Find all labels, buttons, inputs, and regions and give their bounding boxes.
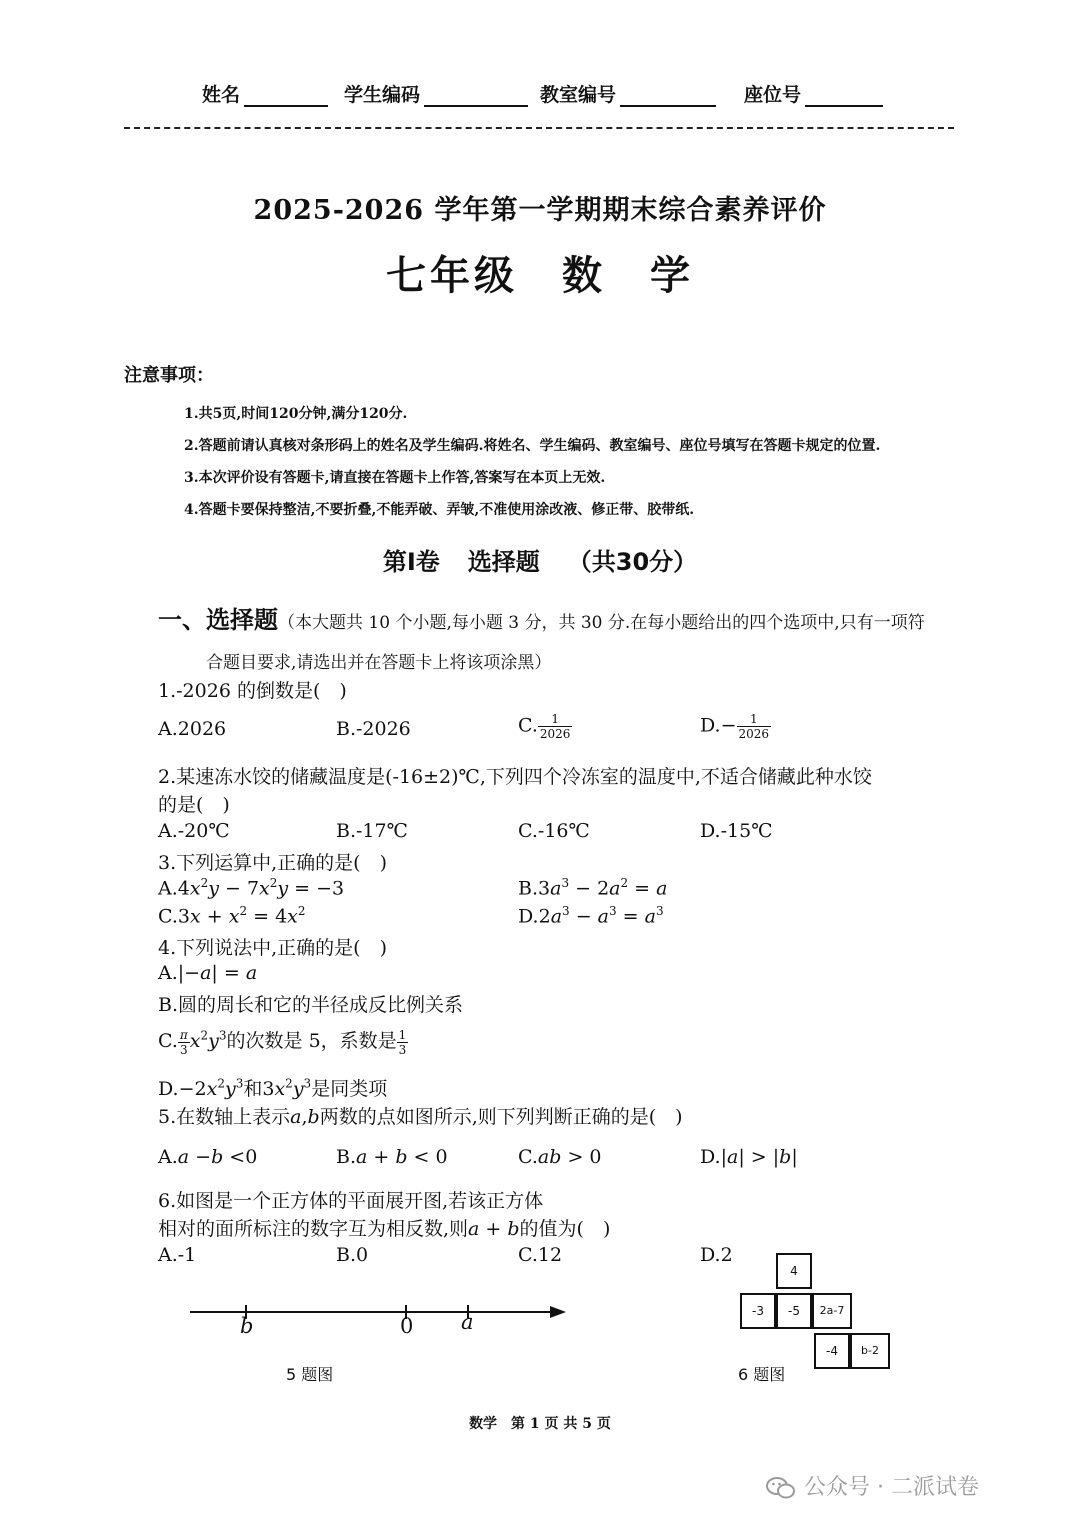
net-cell: b-2	[850, 1333, 890, 1369]
part-label: 一、选择题	[158, 606, 278, 634]
section-type: 选择题	[467, 548, 540, 576]
question-6-line2: 相对的面所标注的数字互为相反数,则a + b的值为( )	[158, 1218, 611, 1240]
q1-option-a: A.2026	[158, 718, 227, 740]
q5-b-prefix: B.	[336, 1146, 357, 1168]
frac-den: 2026	[738, 727, 770, 741]
q6-option-c: C.12	[518, 1244, 563, 1266]
q5-option-c: C.ab > 0	[518, 1146, 602, 1168]
q3-option-c: $C.3x + x^2 = 4x^2$	[158, 904, 306, 928]
notice-heading: 注意事项：	[124, 365, 214, 386]
watermark-text: 公众号 · 二派试卷	[804, 1475, 979, 1500]
name-field	[202, 80, 328, 107]
pi-over-3: $\frac{\pi}{3}$	[179, 1027, 188, 1057]
q4-a-prefix: A.	[158, 962, 178, 984]
q5-stem-post: 两数的点如图所示,则下列判断正确的是( )	[319, 1106, 683, 1128]
net-cell: 2a-7	[812, 1293, 852, 1329]
question-2-line1: 2.某速冻水饺的储藏温度是(-16±2)℃,下列四个冷冻室的温度中,不适合储藏此种水饺	[158, 766, 872, 788]
q3-option-a: $A.4x^2y - 7x^2y = -3$	[158, 876, 345, 900]
q6-option-b: B.0	[336, 1244, 369, 1266]
room-field	[540, 80, 716, 107]
q1-option-d	[700, 712, 771, 741]
q3-a-prefix: A.	[158, 877, 178, 900]
q1-c-prefix: C.	[518, 714, 538, 737]
q2-option-d: D.-15℃	[700, 820, 773, 842]
q5-stem-pre: 5.在数轴上表示	[158, 1106, 291, 1128]
section-score: （共30分）	[567, 548, 698, 576]
q3-option-b: $B.3a^3 - 2a^2 = a$	[518, 876, 668, 900]
student-id-label: 学生编码	[344, 84, 421, 106]
q5-d-prefix: D.	[700, 1146, 721, 1168]
arrow-right-icon	[550, 1306, 566, 1318]
section-name: 第Ⅰ卷	[382, 548, 440, 576]
question-5: 5.在数轴上表示a,b两数的点如图所示,则下列判断正确的是( )	[158, 1106, 683, 1128]
one-third: $\frac{1}{3}$	[398, 1027, 407, 1057]
question-6-line1: 6.如图是一个正方体的平面展开图,若该正方体	[158, 1190, 544, 1212]
net-cell: -4	[814, 1333, 850, 1369]
q5-a-prefix: A.	[158, 1146, 178, 1168]
q6-stem-pre: 相对的面所标注的数字互为相反数,则	[158, 1218, 469, 1240]
net-cell: -5	[776, 1293, 812, 1329]
net-cell: 4	[776, 1253, 812, 1289]
q1-d-fraction	[737, 712, 772, 741]
question-4: 4.下列说法中,正确的是( )	[158, 937, 387, 959]
label-a: a	[461, 1310, 474, 1334]
seat-label: 座位号	[744, 84, 802, 106]
student-id-blank	[424, 85, 528, 107]
notice-item: 3.本次评价设有答题卡,请直接在答题卡上作答,答案写在本页上无效.	[184, 470, 606, 486]
watermark	[766, 1470, 979, 1501]
q2-option-a: A.-20℃	[158, 820, 230, 842]
subject-title: 七年级 数 学	[386, 253, 694, 299]
question-1: 1.-2026 的倒数是( )	[158, 680, 347, 702]
page-footer: 数学 第 1 页 共 5 页	[469, 1416, 611, 1432]
q3-b-prefix: B.	[518, 877, 539, 900]
q4-option-c: C. $\frac{\pi}{3}$ $x^2y^3$的次数是 5，系数是 $\frac{1}{3}$	[158, 1027, 407, 1057]
q6-stem-post: 的值为( )	[519, 1218, 611, 1240]
q4-option-b: B.圆的周长和它的半径成反比例关系	[158, 994, 464, 1016]
q4-option-a: A.|−a| = a	[158, 962, 258, 984]
q4-c-text: 的次数是 5，系数是	[226, 1030, 397, 1052]
part-desc: （本大题共 10 个小题,每小题 3 分，共 30 分.在每小题给出的四个选项中,只有一项符	[278, 613, 925, 633]
frac-num: 1	[737, 712, 772, 727]
question-2-line2: 的是( )	[158, 794, 230, 816]
label-b: b	[240, 1314, 254, 1338]
q1-d-prefix: D.−	[700, 714, 737, 737]
question-3: 3.下列运算中,正确的是( )	[158, 852, 387, 874]
q6-option-d: D.2	[700, 1244, 733, 1266]
figure-6-caption: 6 题图	[738, 1365, 786, 1384]
q3-option-d: $D.2a^3 - a^3 = a^3$	[518, 904, 664, 928]
seat-blank	[805, 85, 883, 107]
q5-c-prefix: C.	[518, 1146, 538, 1168]
q5-option-a: A.a −b <0	[158, 1146, 258, 1168]
part-desc-2: 合题目要求,请选出并在答题卡上将该项涂黑）	[206, 653, 552, 673]
seat-field	[744, 80, 883, 107]
notice-item: 2.答题前请认真核对条形码上的姓名及学生编码.将姓名、学生编码、教室编号、座位号填写在答题卡规定的位置.	[184, 438, 881, 454]
net-cell: -3	[740, 1293, 776, 1329]
frac-num: 1	[538, 712, 573, 727]
q1-option-b: B.-2026	[336, 718, 411, 740]
notice-item: 4.答题卡要保持整洁,不要折叠,不能弄破、弄皱,不准使用涂改液、修正带、胶带纸.	[184, 502, 695, 518]
q1-c-fraction	[538, 712, 573, 741]
name-label: 姓名	[202, 84, 241, 106]
room-blank	[620, 85, 716, 107]
q2-option-b: B.-17℃	[336, 820, 408, 842]
q4-option-d: $D.-2x^2y^3$和$3x^2y^3$是同类项	[158, 1076, 388, 1100]
name-blank	[244, 85, 328, 107]
label-0: 0	[400, 1314, 414, 1338]
room-label: 教室编号	[540, 84, 617, 106]
notice-item: 1.共5页,时间120分钟,满分120分.	[184, 406, 408, 422]
q3-d-prefix: D.	[518, 905, 539, 928]
frac-den: 2026	[539, 727, 571, 741]
q4-c-prefix: C.	[158, 1030, 178, 1052]
q5-option-b: B.a + b < 0	[336, 1146, 448, 1168]
student-id-field	[344, 80, 528, 107]
wechat-icon	[766, 1476, 796, 1500]
q6-option-a: A.-1	[158, 1244, 197, 1266]
cut-line	[124, 127, 954, 129]
q4-d-text: 是同类项	[311, 1078, 388, 1100]
q5-option-d: D.|a| > |b|	[700, 1146, 798, 1168]
figure-5-caption: 5 题图	[286, 1365, 334, 1384]
q1-option-c	[518, 712, 572, 741]
q4-d-prefix: D.	[158, 1078, 179, 1100]
q3-c-prefix: C.	[158, 905, 178, 928]
exam-title: 2025-2026 学年第一学期期末综合素养评价	[253, 195, 827, 226]
q2-option-c: C.-16℃	[518, 820, 590, 842]
part-heading	[158, 600, 925, 635]
section-heading	[0, 542, 1080, 577]
